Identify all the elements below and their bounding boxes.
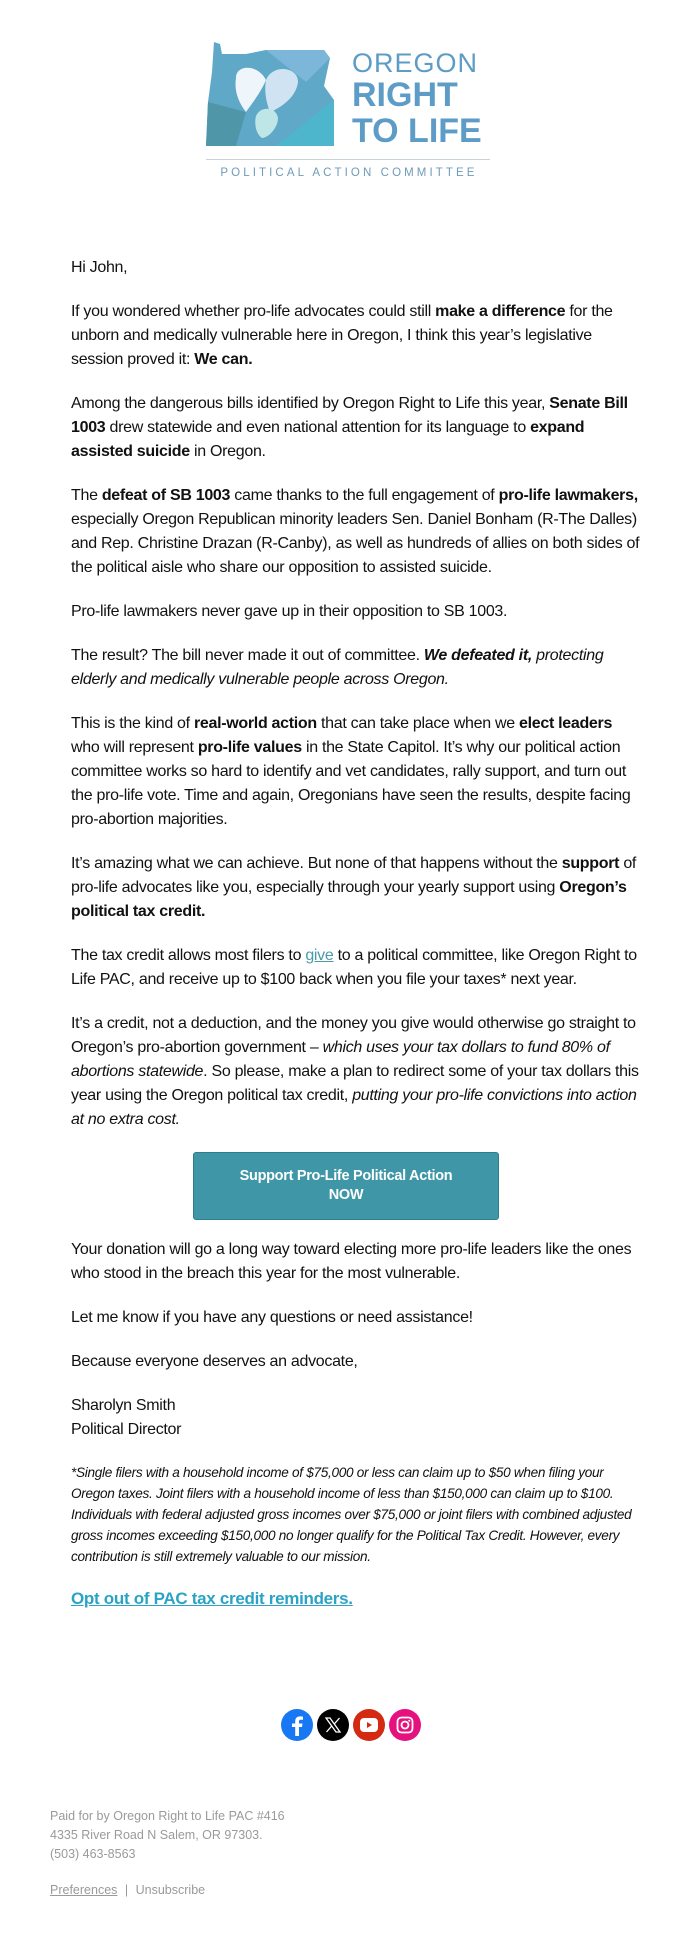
text-segment: in Oregon. — [189, 443, 266, 460]
instagram-icon[interactable] — [389, 1709, 421, 1741]
body-paragraph — [71, 712, 641, 832]
support-cta-button[interactable]: Support Pro-Life Political Action NOW — [193, 1152, 499, 1220]
logo-text-to-life: TO LIFE — [352, 112, 482, 150]
logo-divider — [206, 159, 490, 160]
body-paragraph — [71, 644, 641, 692]
logo-text-oregon: OREGON — [352, 48, 479, 78]
oregon-map-hands-icon — [206, 42, 334, 146]
text-segment: in the State Capitol. It’s why our political action committee works so hard to identify and vet candidates, rally support, and turn out the pro-life vote. Time and again, Oregonians have seen the results, despite facing pro-abortion majorities. — [71, 739, 631, 828]
closing-paragraph: Let me know if you have any questions or need assistance! — [71, 1309, 473, 1326]
text-segment: that can take place when we — [316, 715, 519, 732]
text-segment: It’s a credit, not a deduction, and the money you give would otherwise go straight to Oregon’s pro-abortion government – — [71, 1015, 636, 1056]
logo-text-right: RIGHT — [352, 76, 458, 114]
closing-paragraph: Because everyone deserves an advocate, — [71, 1353, 358, 1370]
x-icon[interactable] — [317, 1709, 349, 1741]
text-segment: Senate Bill 1003 — [71, 395, 628, 436]
footer-links — [50, 1881, 285, 1900]
signature-title: Political Director — [71, 1421, 182, 1438]
body-paragraph — [71, 852, 641, 924]
text-segment: protecting elderly and medically vulnerable people across Oregon. — [71, 647, 604, 688]
org-logo — [206, 40, 494, 186]
signature-name: Sharolyn Smith — [71, 1397, 176, 1414]
facebook-icon[interactable] — [281, 1709, 313, 1741]
text-segment: Among the dangerous bills identified by Oregon Right to Life this year, — [71, 395, 550, 412]
text-segment: The — [71, 487, 102, 504]
footer-phone: (503) 463-8563 — [50, 1847, 136, 1861]
text-segment: especially Oregon Republican minority leaders Sen. Daniel Bonham (R-The Dalles) and Rep. Christine Drazan (R-Canby), as well as hundreds of allies on both sides of the political aisle who share our opposition to assisted suicide. — [71, 511, 640, 576]
cta-container — [51, 1152, 641, 1220]
social-links — [281, 1709, 421, 1741]
body-paragraph — [71, 392, 641, 464]
text-segment: support — [561, 855, 620, 872]
signature — [71, 1394, 641, 1442]
text-segment: elect leaders — [519, 715, 613, 732]
youtube-icon[interactable] — [353, 1709, 385, 1741]
text-segment: The tax credit allows most filers to — [71, 947, 306, 964]
text-segment: If you wondered whether pro-life advocates could still — [71, 303, 436, 320]
text-segment: who will represent — [71, 739, 198, 756]
text-segment: It’s amazing what we can achieve. But none of that happens without the — [71, 855, 562, 872]
text-segment: The result? The bill never made it out of committee. — [71, 647, 424, 664]
body-paragraph — [71, 300, 641, 372]
body-paragraphs — [71, 300, 641, 1132]
text-segment: pro-life lawmakers, — [498, 487, 638, 504]
text-segment: . So please, make a plan to redirect some of your tax dollars this year using the Oregon political tax credit, — [71, 1063, 639, 1104]
preferences-link[interactable]: Preferences — [50, 1883, 118, 1897]
text-segment: which uses your tax dollars to fund 80% of abortions statewide — [71, 1039, 610, 1080]
text-segment: for the unborn and medically vulnerable here in Oregon, I think this year’s legislative session proved it: — [71, 303, 613, 368]
body-paragraph — [71, 1012, 641, 1132]
text-segment: of pro-life advocates like you, especially through your yearly support using — [71, 855, 637, 896]
email-body — [71, 256, 641, 1612]
logo-subtitle: POLITICAL ACTION COMMITTEE — [220, 167, 478, 179]
text-segment: make a difference — [435, 303, 566, 320]
footer-address: 4335 River Road N Salem, OR 97303. — [50, 1828, 263, 1842]
body-paragraph — [71, 484, 641, 580]
text-segment: defeat of SB 1003 — [101, 487, 231, 504]
text-segment: putting your pro-life convictions into action at no extra cost. — [71, 1087, 637, 1128]
give-link[interactable]: give — [305, 947, 334, 964]
text-segment: We can. — [194, 351, 253, 368]
opt-out-link[interactable]: Opt out of PAC tax credit reminders. — [71, 1589, 353, 1608]
text-segment: Oregon’s political tax credit. — [71, 879, 627, 920]
text-segment: pro-life values — [197, 739, 302, 756]
text-segment: came thanks to the full engagement of — [230, 487, 499, 504]
paid-for-notice: Paid for by Oregon Right to Life PAC #416 — [50, 1809, 285, 1823]
greeting: Hi John, — [71, 259, 128, 276]
text-segment: Pro-life lawmakers never gave up in their opposition to SB 1003. — [71, 603, 508, 620]
body-paragraph — [71, 944, 641, 992]
text-segment: drew statewide and even national attention for its language to — [105, 419, 531, 436]
email-footer — [50, 1807, 285, 1900]
text-segment: We defeated it, — [423, 647, 532, 664]
text-segment: This is the kind of — [71, 715, 194, 732]
text-segment: to a political committee, like Oregon Right to Life PAC, and receive up to $100 back when you file your taxes* next year. — [71, 947, 637, 988]
unsubscribe-link[interactable]: Unsubscribe — [135, 1883, 206, 1897]
text-segment: expand assisted suicide — [71, 419, 585, 460]
text-segment: real-world action — [193, 715, 317, 732]
body-paragraph — [71, 600, 641, 624]
closing-paragraph: Your donation will go a long way toward electing more pro-life leaders like the ones who stood in the breach this year for the most vulnerable. — [71, 1241, 632, 1282]
footer-separator: | — [124, 1883, 129, 1897]
footnote: *Single filers with a household income of $75,000 or less can claim up to $50 when filing your Oregon taxes. Joint filers with a household income of less than $150,000 can claim up to $100. Individuals with federal adjusted gross incomes over $75,000 or joint filers with combined adjusted gross incomes exceeding $150,000 no longer qualify for the Political Tax Credit. However, every contribution is still extremely valuable to our mission. — [71, 1465, 632, 1564]
